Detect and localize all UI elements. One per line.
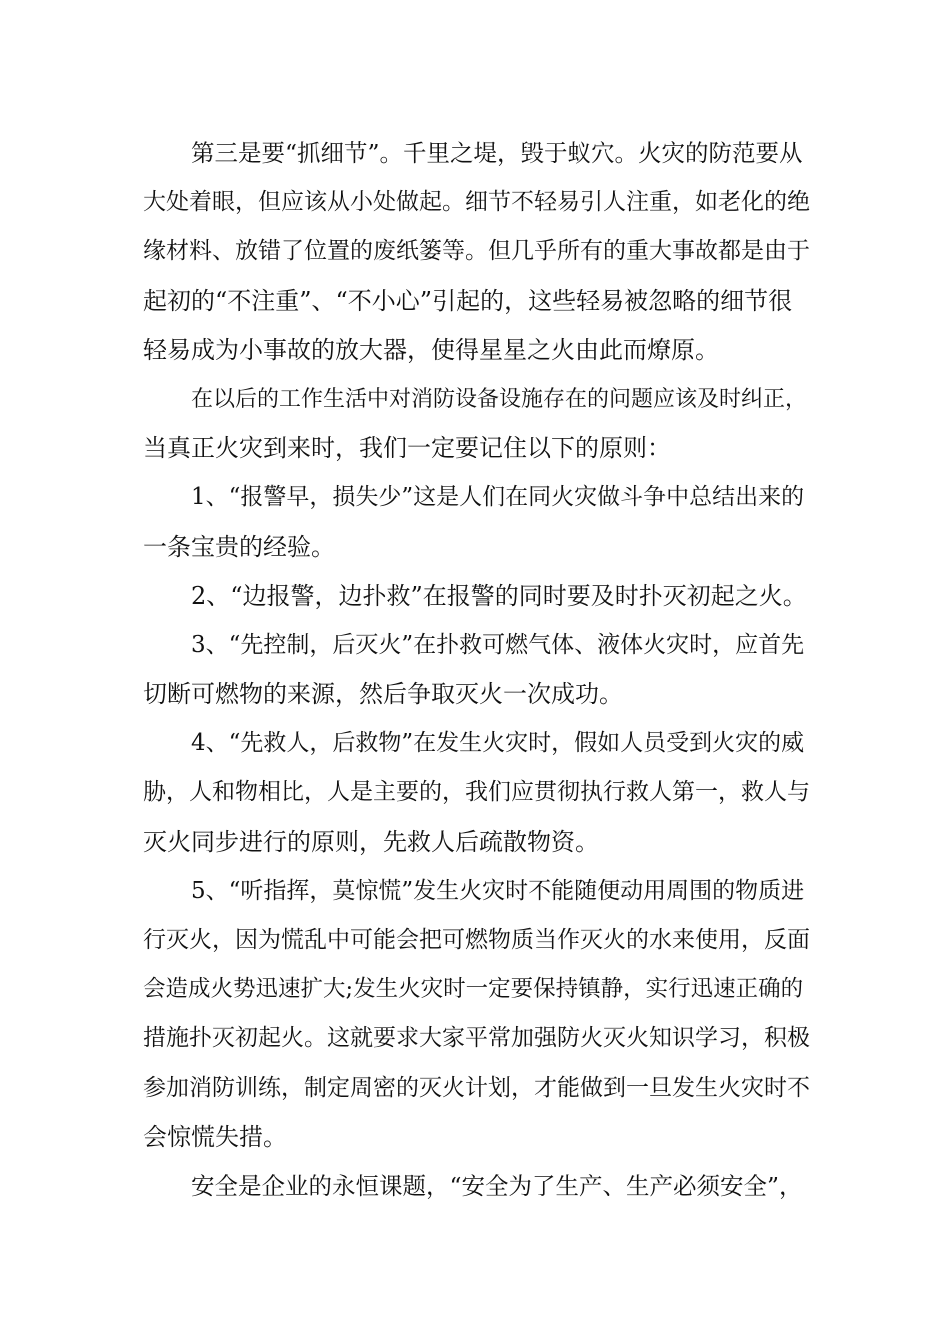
text-line: 会惊慌失措。 [143, 1122, 287, 1151]
text-line: 起初的“不注重”、“不小心”引起的，这些轻易被忽略的细节很 [143, 286, 793, 315]
text-line: 在以后的工作生活中对消防设备设施存在的问题应该及时纠正， [191, 386, 808, 412]
text-line: 安全是企业的永恒课题，“安全为了生产、生产必须安全”， [191, 1171, 803, 1200]
text-line: 一条宝贵的经验。 [143, 532, 335, 561]
text-line: 2、“边报警，边扑救”在报警的同时要及时扑灭初起之火。 [191, 581, 807, 610]
text-line: 会造成火势迅速扩大;发生火灾时一定要保持镇静，实行迅速正确的 [143, 976, 804, 1003]
text-line: 行灭火，因为慌乱中可能会把可燃物质当作灭火的水来使用，反面 [143, 927, 810, 953]
text-line: 胁，人和物相比，人是主要的，我们应贯彻执行救人第一，救人与 [143, 779, 810, 806]
text-line: 1、“报警早，损失少”这是人们在同火灾做斗争中总结出来的 [191, 484, 805, 511]
text-line: 灭火同步进行的原则，先救人后疏散物资。 [143, 827, 599, 856]
text-line: 大处着眼，但应该从小处做起。细节不轻易引人注重，如老化的绝 [143, 189, 810, 216]
text-line: 5、“听指挥，莫惊慌”发生火灾时不能随便动用周围的物质进 [191, 877, 805, 904]
text-line: 轻易成为小事故的放大器，使得星星之火由此而燎原。 [143, 335, 719, 364]
text-line: 3、“先控制，后灭火”在扑救可燃气体、液体火灾时，应首先 [191, 631, 805, 658]
text-line: 参加消防训练，制定周密的灭火计划，才能做到一旦发生火灾时不 [143, 1074, 810, 1101]
text-line: 4、“先救人，后救物”在发生火灾时，假如人员受到火灾的威 [191, 730, 805, 757]
text-line: 切断可燃物的来源，然后争取灭火一次成功。 [143, 680, 623, 709]
text-line: 当真正火灾到来时，我们一定要记住以下的原则： [143, 434, 671, 463]
body-text [143, 129, 813, 1211]
text-line: 缘材料、放错了位置的废纸篓等。但几乎所有的重大事故都是由于 [143, 238, 810, 265]
text-line: 措施扑灭初起火。这就要求大家平常加强防火灭火知识学习，积极 [143, 1025, 810, 1052]
text-line: 第三是要“抓细节”。千里之堤，毁于蚁穴。火灾的防范要从 [191, 139, 803, 167]
